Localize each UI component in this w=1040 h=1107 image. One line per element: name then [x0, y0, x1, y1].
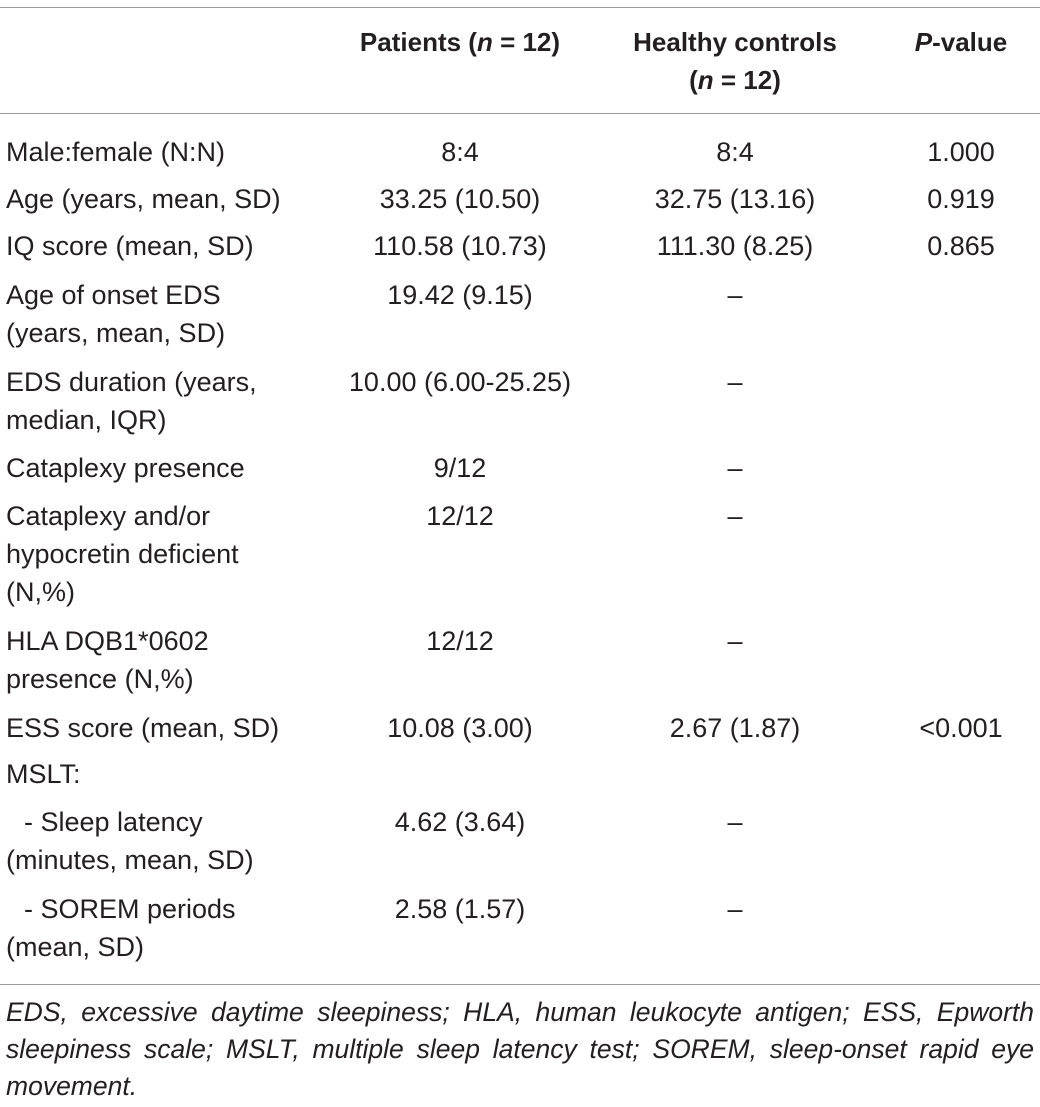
row-label-line: Age (years, mean, SD)	[6, 184, 281, 214]
row-label	[6, 709, 336, 747]
patients-value: 33.25 (10.50)	[379, 184, 541, 214]
controls-value: –	[727, 807, 743, 837]
controls-value: –	[727, 453, 743, 483]
header-rule	[0, 113, 1040, 114]
header-controls-text: Healthy controls	[633, 27, 837, 57]
patients-value: 10.08 (3.00)	[387, 713, 533, 743]
row-label	[6, 803, 336, 879]
p-value: 1.000	[927, 137, 995, 167]
row-label-line: HLA DQB1*0602	[6, 626, 209, 656]
header-pvalue-p: P	[914, 27, 933, 57]
row-label-line: Cataplexy presence	[6, 453, 245, 483]
row-label-line: median, IQR)	[6, 405, 167, 435]
controls-value: –	[727, 626, 743, 656]
p-value: <0.001	[919, 713, 1003, 743]
header-controls-paren: (	[689, 65, 698, 95]
controls-value: –	[727, 367, 743, 397]
row-label-line: (mean, SD)	[6, 932, 145, 962]
bottom-rule	[0, 984, 1040, 985]
row-label-line: (years, mean, SD)	[6, 318, 226, 348]
controls-value: 2.67 (1.87)	[669, 713, 801, 743]
patients-value: 10.00 (6.00-25.25)	[348, 367, 572, 397]
header-pvalue	[880, 23, 1040, 61]
patients-value: 12/12	[426, 501, 494, 531]
row-label	[6, 755, 336, 793]
row-label-line: EDS duration (years,	[6, 367, 257, 397]
row-label-line: - Sleep latency	[24, 807, 203, 837]
row-label-line: hypocretin deficient	[6, 539, 239, 569]
header-controls	[600, 23, 870, 99]
row-label	[6, 363, 336, 439]
controls-value: 32.75 (13.16)	[654, 184, 816, 214]
row-label-line: Age of onset EDS	[6, 280, 221, 310]
row-label	[6, 890, 336, 966]
patients-value: 4.62 (3.64)	[394, 807, 526, 837]
controls-value: –	[727, 894, 743, 924]
header-controls-n: n	[697, 65, 714, 95]
patients-value: 19.42 (9.15)	[387, 280, 533, 310]
row-label	[6, 180, 336, 218]
row-label-line: (minutes, mean, SD)	[6, 845, 254, 875]
patients-value: 2.58 (1.57)	[394, 894, 526, 924]
header-controls-count-line	[600, 61, 870, 99]
row-label	[6, 622, 336, 698]
row-label	[6, 449, 336, 487]
row-label-line: presence (N,%)	[6, 664, 194, 694]
p-value: 0.865	[927, 231, 995, 261]
controls-value: –	[727, 280, 743, 310]
patients-value: 8:4	[441, 137, 479, 167]
header-patients	[330, 23, 590, 61]
row-label	[6, 133, 336, 171]
row-label-line: Cataplexy and/or	[6, 501, 211, 531]
row-label-line: IQ score (mean, SD)	[6, 231, 254, 261]
header-controls-count: = 12)	[713, 65, 781, 95]
row-label-line: Male:female (N:N)	[6, 137, 226, 167]
row-label	[6, 276, 336, 352]
header-patients-count: = 12)	[492, 27, 561, 57]
controls-value: 111.30 (8.25)	[656, 231, 814, 261]
patients-value: 110.58 (10.73)	[373, 231, 547, 261]
row-label	[6, 227, 336, 265]
row-label	[6, 497, 336, 611]
row-label-line: MSLT:	[6, 759, 81, 789]
row-label-line: ESS score (mean, SD)	[6, 713, 280, 743]
controls-value: 8:4	[716, 137, 754, 167]
header-patients-n: n	[476, 27, 493, 57]
controls-value: –	[727, 501, 743, 531]
table-footnote: EDS, excessive daytime sleepiness; HLA, human leukocyte antigen; ESS, Epworth sleepiness scale; MSLT, multiple sleep latency test; SOREM, sleep-onset rapid eye movement.	[6, 997, 1034, 1101]
p-value: 0.919	[927, 184, 995, 214]
row-label-line: (N,%)	[6, 577, 75, 607]
patients-value: 12/12	[426, 626, 494, 656]
header-pvalue-text: -value	[932, 27, 1008, 57]
row-label-line: - SOREM periods	[24, 894, 236, 924]
top-rule	[0, 7, 1040, 8]
header-patients-text: Patients (	[359, 27, 477, 57]
patients-value: 9/12	[433, 453, 487, 483]
